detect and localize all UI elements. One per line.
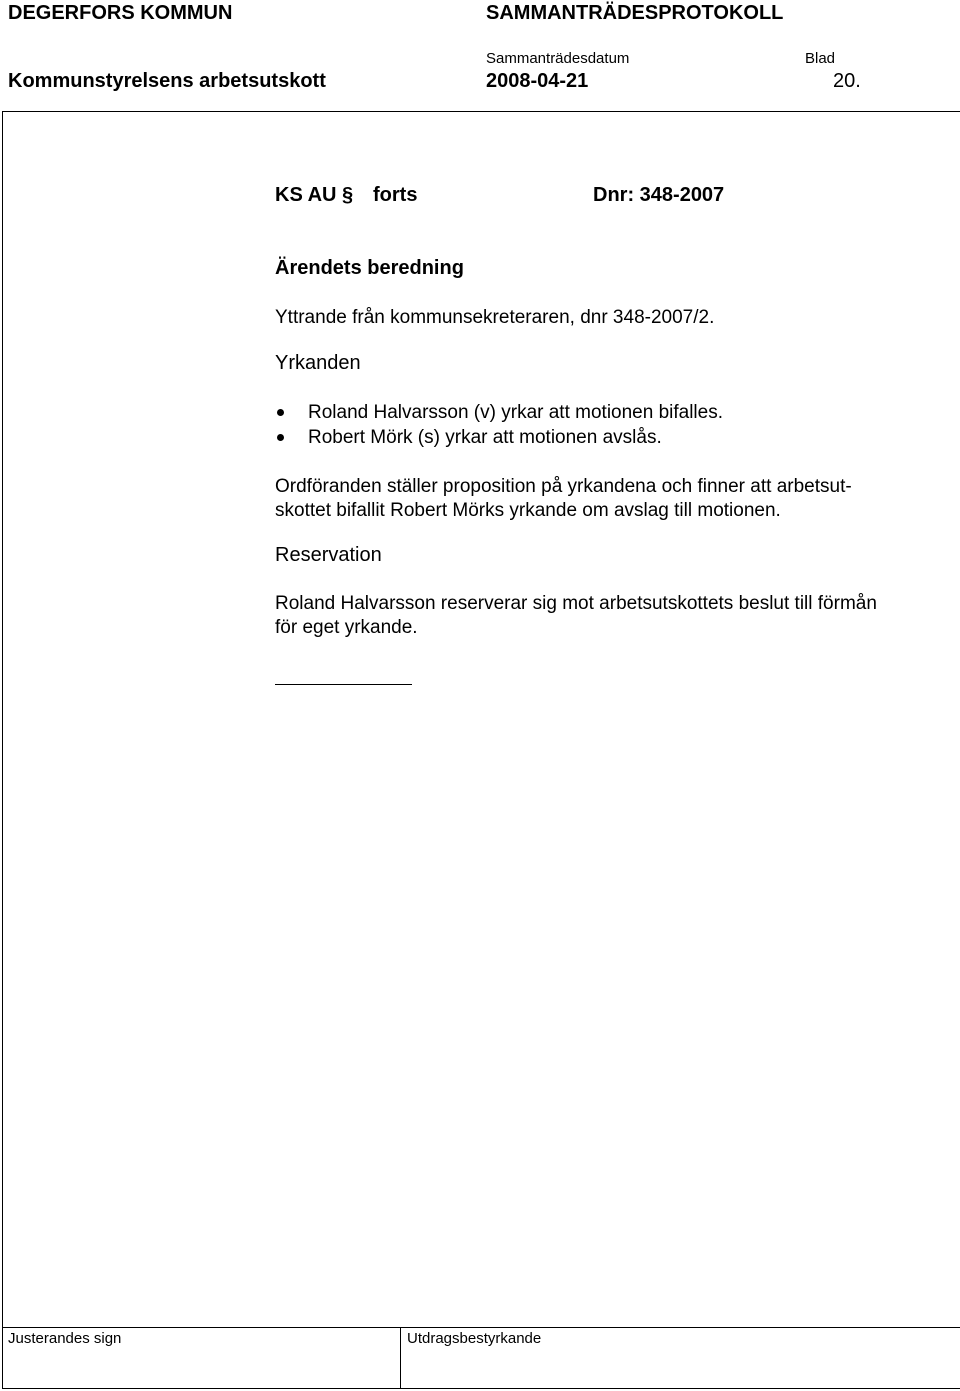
section-end-rule (275, 684, 412, 685)
adjusters-sign-label: Justerandes sign (8, 1330, 122, 1347)
frame-bottom-rule (2, 1388, 960, 1389)
frame-left-rule (2, 111, 3, 1389)
decision-text-line-2: skottet bifallit Robert Mörks yrkande om avslag till motionen. (275, 500, 781, 521)
case-reference: KS AU § (275, 184, 354, 206)
reservation-heading: Reservation (275, 544, 382, 566)
footer-top-rule (2, 1327, 960, 1328)
page-number: 20. (833, 70, 861, 92)
case-dnr: Dnr: 348-2007 (593, 184, 725, 206)
list-item (275, 425, 723, 450)
committee-name: Kommunstyrelsens arbetsutskott (8, 70, 326, 92)
meeting-date: 2008-04-21 (486, 70, 589, 92)
motion-text: Roland Halvarsson (v) yrkar att motionen bifalles. (308, 402, 724, 423)
reservation-text-line-2: för eget yrkande. (275, 617, 418, 638)
motion-text: Robert Mörk (s) yrkar att motionen avslås. (308, 427, 662, 448)
organization-name: DEGERFORS KOMMUN (8, 2, 233, 24)
preparation-heading: Ärendets beredning (275, 257, 464, 279)
case-continued: forts (373, 184, 418, 206)
reservation-text-line-1: Roland Halvarsson reserverar sig mot arbetsutskottets beslut till förmån (275, 593, 877, 614)
extract-certification-label: Utdragsbestyrkande (407, 1330, 542, 1347)
page-label: Blad (805, 50, 836, 67)
list-item (275, 400, 723, 425)
meeting-date-label: Sammanträdesdatum (486, 50, 630, 67)
document-type: SAMMANTRÄDESPROTOKOLL (486, 2, 784, 24)
frame-top-rule (2, 111, 960, 112)
preparation-text: Yttrande från kommunsekreteraren, dnr 348-2007/2. (275, 307, 715, 328)
motions-list (275, 400, 723, 450)
decision-text-line-1: Ordföranden ställer proposition på yrkandena och finner att arbetsut- (275, 476, 852, 497)
bullet-icon (277, 409, 284, 416)
motions-heading: Yrkanden (275, 352, 361, 374)
bullet-icon (277, 434, 284, 441)
footer-divider-rule (400, 1327, 401, 1389)
